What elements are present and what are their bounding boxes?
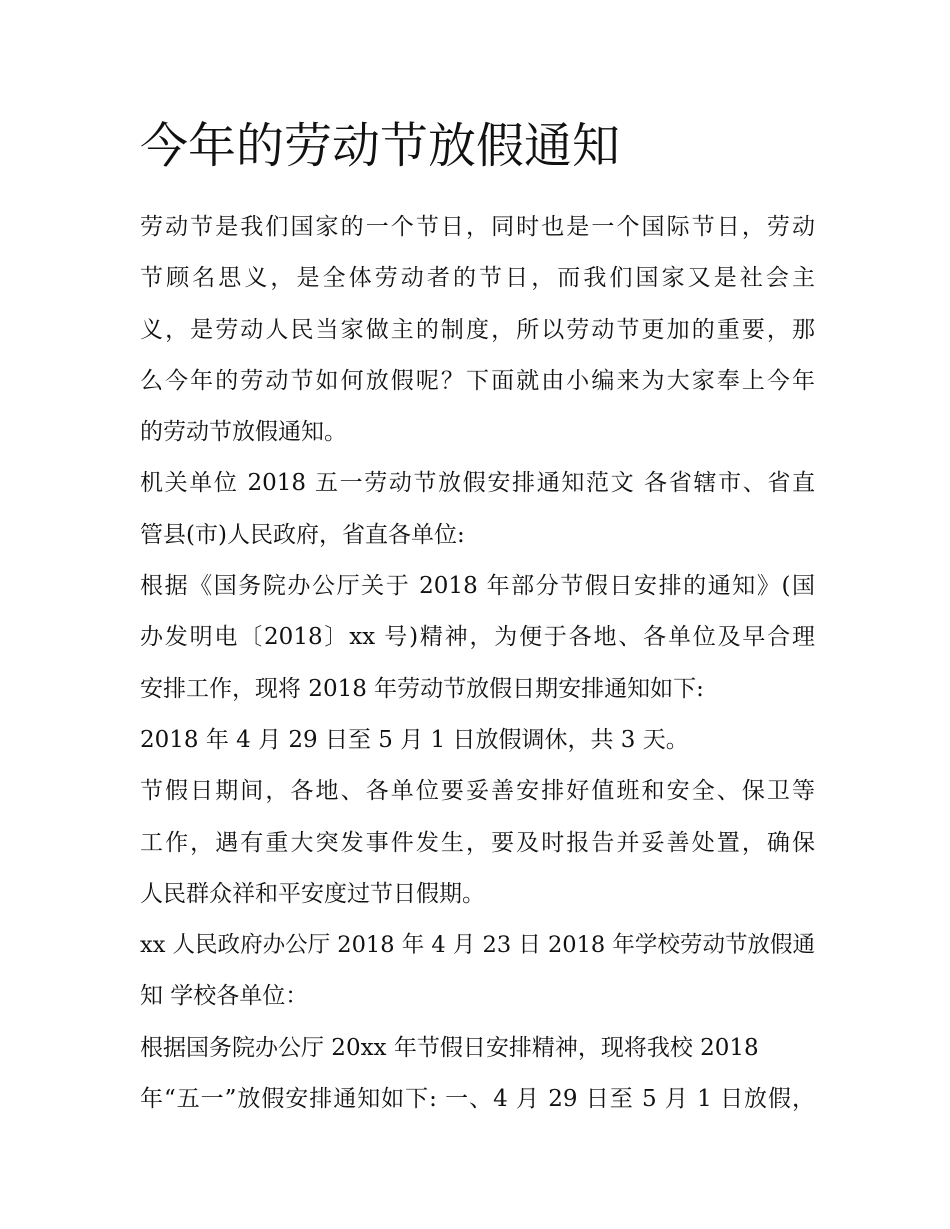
body-line: 办发明电〔2018〕xx 号)精神，为便于各地、各单位及早合理 (140, 624, 815, 651)
body-line: 工作，遇有重大突发事件发生，要及时报告并妥善处置，确保 (140, 829, 815, 856)
body-line: 管县(市)人民政府，省直各单位: (140, 521, 465, 548)
body-line: 义，是劳动人民当家做主的制度，所以劳动节更加的重要，那 (140, 316, 815, 343)
body-line: xx 人民政府办公厅 2018 年 4 月 23 日 2018 年学校劳动节放假通 (140, 932, 815, 959)
body-line: 年“五一”放假安排通知如下: 一、4 月 29 日至 5 月 1 日放假， (140, 1086, 815, 1113)
body-line: 知 学校各单位： (140, 983, 309, 1010)
body-line: 劳动节是我们国家的一个节日，同时也是一个国际节日，劳动 (140, 214, 815, 240)
body-line: 节假日期间，各地、各单位要妥善安排好值班和安全、保卫等 (140, 778, 815, 805)
body-line: 根据《国务院办公厅关于 2018 年部分节假日安排的通知》(国 (140, 573, 815, 600)
body-line: 机关单位 2018 五一劳动节放假安排通知范文 各省辖市、省直 (140, 470, 815, 497)
body-line: 的劳动节放假通知。 (140, 419, 347, 446)
body-line: 么今年的劳动节如何放假呢？下面就由小编来为大家奉上今年 (140, 367, 815, 394)
body-line: 2018 年 4 月 29 日至 5 月 1 日放假调休，共 3 天。 (140, 726, 689, 753)
document-title: 今年的劳动节放假通知 (140, 118, 621, 174)
body-line: 节顾名思义，是全体劳动者的节日，而我们国家又是社会主 (140, 265, 815, 292)
document-body (140, 202, 815, 1125)
body-line: 安排工作，现将 2018 年劳动节放假日期安排通知如下: (140, 675, 704, 702)
body-line: 根据国务院办公厅 20xx 年节假日安排精神，现将我校 2018 (140, 1034, 759, 1061)
body-line: 人民群众祥和平安度过节日假期。 (140, 880, 485, 907)
